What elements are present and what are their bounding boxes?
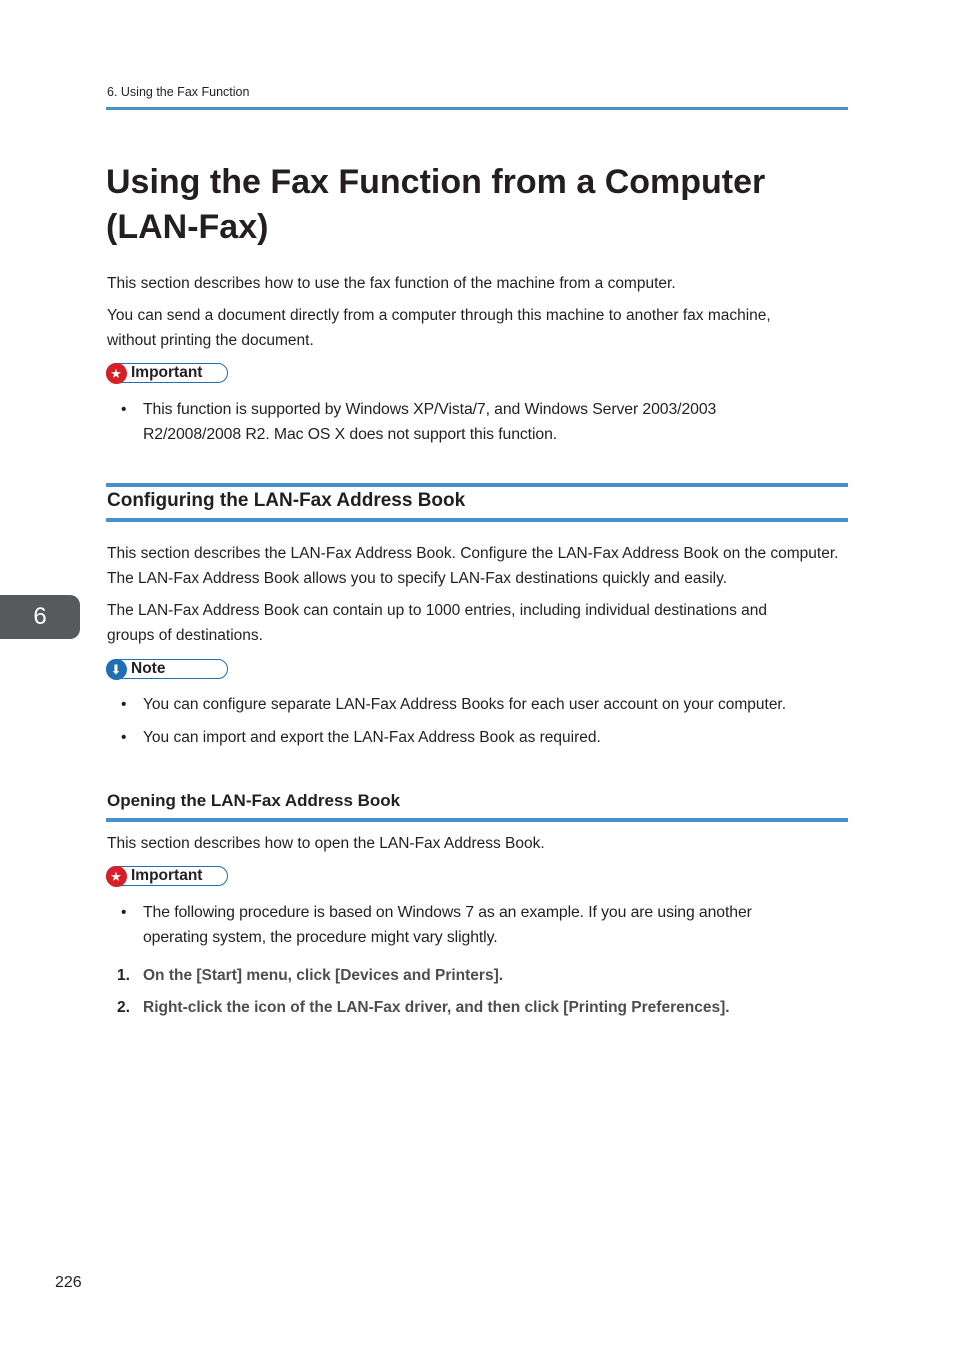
step-text: Right-click the icon of the LAN-Fax driver, and then click [Printing Preferences]. — [143, 999, 730, 1016]
open-paragraph-1: This section describes how to open the LAN-Fax Address Book. — [107, 835, 545, 852]
step-number: 1. — [117, 967, 130, 984]
bullet-glyph: • — [121, 401, 127, 418]
configure-paragraph-1: This section describes the LAN-Fax Address Book. Configure the LAN-Fax Address Book on the computer. The LAN-Fax Address Book allows you to specify LAN-Fax destinations quickly and easily. — [107, 545, 839, 587]
important-label: Important — [131, 867, 203, 884]
section-bottom-rule — [106, 518, 848, 522]
step-number: 2. — [117, 999, 130, 1016]
note-callout — [106, 659, 228, 679]
configure-paragraph-2: The LAN-Fax Address Book can contain up to 1000 entries, including individual destinations and groups of destinations. — [107, 602, 768, 644]
section-heading-open: Opening the LAN-Fax Address Book — [107, 791, 401, 810]
note-item: You can import and export the LAN-Fax Address Book as required. — [143, 729, 601, 746]
step-text: On the [Start] menu, click [Devices and Printers]. — [143, 967, 504, 984]
section-top-rule — [106, 483, 848, 487]
intro-paragraph-1: This section describes how to use the fax function of the machine from a computer. — [107, 275, 676, 292]
important-item: The following procedure is based on Windows 7 as an example. If you are using another operating system, the procedure might vary slightly. — [143, 904, 752, 946]
important-callout — [106, 363, 228, 383]
page-number: 226 — [55, 1274, 82, 1291]
section-heading-configure: Configuring the LAN-Fax Address Book — [107, 490, 466, 511]
header-rule — [106, 107, 848, 110]
chapter-tab: 6 — [0, 595, 80, 639]
note-label: Note — [131, 660, 166, 677]
important-item: This function is supported by Windows XP/Vista/7, and Windows Server 2003/2003 R2/2008/2008 R2. Mac OS X does not support this function. — [143, 401, 717, 443]
page-title: Using the Fax Function from a Computer (LAN-Fax) — [106, 163, 766, 246]
star-icon: ★ — [106, 363, 127, 384]
running-header: 6. Using the Fax Function — [107, 85, 250, 99]
bullet-glyph: • — [121, 696, 127, 713]
bullet-glyph: • — [121, 729, 127, 746]
important-label: Important — [131, 364, 203, 381]
note-item: You can configure separate LAN-Fax Address Books for each user account on your computer. — [143, 696, 787, 713]
important-callout — [106, 866, 228, 886]
arrow-down-icon: ⬇ — [106, 659, 127, 680]
subsection-rule — [106, 818, 848, 822]
star-icon: ★ — [106, 866, 127, 887]
bullet-glyph: • — [121, 904, 127, 921]
intro-paragraph-2: You can send a document directly from a computer through this machine to another fax machine, without printing the document. — [107, 307, 771, 349]
